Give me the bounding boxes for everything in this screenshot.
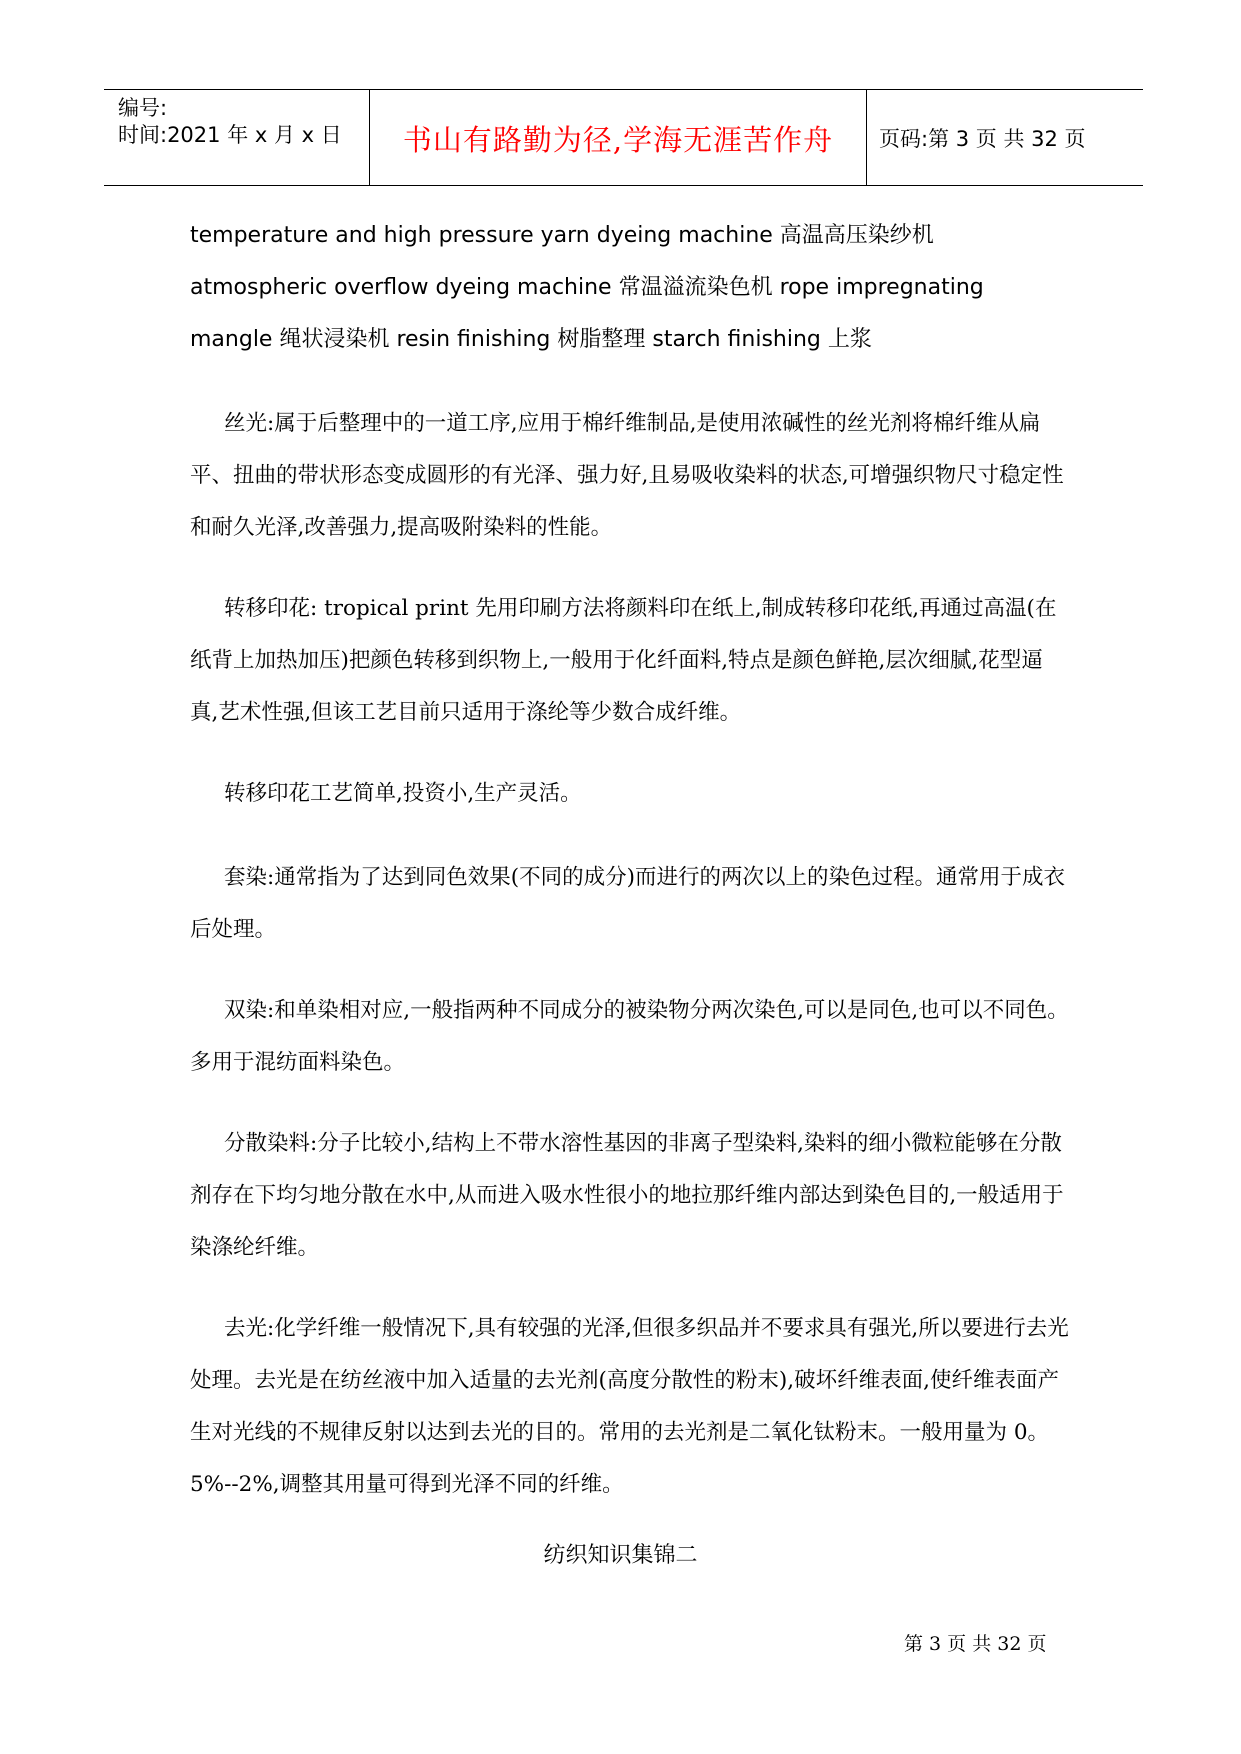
page-header (104, 89, 1143, 186)
glossary-line-1: temperature and high pressure yarn dyeing machine 高温高压染纱机 (190, 223, 934, 248)
glossary-line-3: mangle 绳状浸染机 resin finishing 树脂整理 starch finishing 上浆 (190, 327, 872, 352)
paragraph-text: 丝光:属于后整理中的一道工序,应用于棉纤维制品,是使用浓碱性的丝光剂将棉纤维从扁平、扭曲的带状形态变成圆形的有光泽、强力好,且易吸收染料的状态,可增强织物尺寸稳定性和耐久光泽,改善强力,提高吸附染料的性能。 (190, 411, 1064, 540)
paragraph-text: 去光:化学纤维一般情况下,具有较强的光泽,但很多织品并不要求具有强光,所以要进行去光处理。去光是在纺丝液中加入适量的去光剂(高度分散性的粉末),破坏纤维表面,使纤维表面产生对光线的不规律反射以达到去光的目的。常用的去光剂是二氧化钛粉末。一般用量为 0。5%--2%,调整其用量可得到光泽不同的纤维。 (190, 1316, 1069, 1497)
paragraph-text: 套染:通常指为了达到同色效果(不同的成分)而进行的两次以上的染色过程。通常用于成衣后处理。 (190, 865, 1066, 942)
glossary-line-2: atmospheric overflow dyeing machine 常温溢流染色机 rope impregnating (190, 275, 984, 300)
header-right-cell (867, 90, 1143, 185)
paragraph-double-dyeing (190, 985, 1070, 1089)
header-middle-cell (369, 90, 867, 185)
paragraph-text: 转移印花工艺简单,投资小,生产灵活。 (224, 781, 582, 806)
paragraph-text: 转移印花: tropical print 先用印刷方法将颜料印在纸上,制成转移印花纸,再通过高温(在纸背上加热加压)把颜色转移到织物上,一般用于化纤面料,特点是颜色鲜艳,层次细腻,花型逼真,艺术性强,但该工艺目前只适用于涤纶等少数合成纤维。 (190, 596, 1057, 725)
header-left-cell (104, 90, 369, 185)
paragraph-mercerizing (190, 398, 1070, 554)
paragraph-delustering (190, 1303, 1070, 1511)
page-footer: 第 3 页 共 32 页 (904, 1633, 1047, 1655)
header-page-info: 页码:第 3 页 共 32 页 (879, 127, 1086, 151)
document-time: 时间:2021 年 x 月 x 日 (118, 123, 342, 147)
document-code-label: 编号: (118, 96, 168, 120)
header-motto: 书山有路勤为径,学海无涯苦作舟 (402, 123, 834, 157)
paragraph-transfer-printing-summary (190, 768, 1070, 820)
paragraph-disperse-dyes (190, 1118, 1070, 1274)
section-title: 纺织知识集锦二 (543, 1543, 698, 1568)
paragraph-transfer-printing (190, 583, 1070, 739)
paragraph-cross-dyeing (190, 852, 1070, 956)
paragraph-text: 分散染料:分子比较小,结构上不带水溶性基因的非离子型染料,染料的细小微粒能够在分散剂存在下均匀地分散在水中,从而进入吸水性很小的地拉那纤维内部达到染色目的,一般适用于染涤纶纤维。 (190, 1131, 1064, 1260)
paragraph-text: 双染:和单染相对应,一般指两种不同成分的被染物分两次染色,可以是同色,也可以不同色。多用于混纺面料染色。 (190, 998, 1069, 1075)
